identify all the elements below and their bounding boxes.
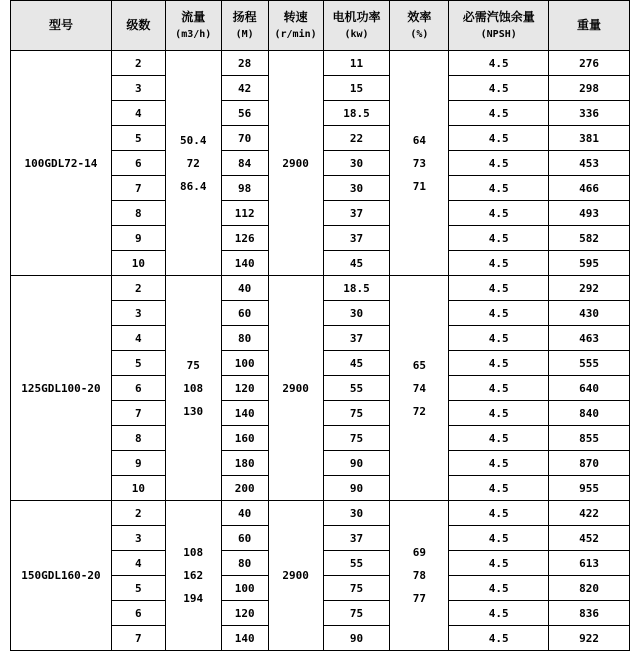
power-cell: 45: [323, 251, 390, 276]
stage-cell: 9: [111, 226, 165, 251]
stage-cell: 4: [111, 326, 165, 351]
head-cell: 120: [221, 601, 268, 626]
header-flow-unit: (m3/h): [175, 28, 212, 40]
npsh-cell: 4.5: [449, 201, 549, 226]
model-cell: 100GDL72-14: [11, 51, 112, 276]
flow-cell-value: 75: [186, 358, 200, 372]
power-cell: 30: [323, 176, 390, 201]
npsh-cell: 4.5: [449, 601, 549, 626]
stage-cell: 8: [111, 426, 165, 451]
flow-cell-value: 130: [183, 404, 204, 418]
header-speed-unit: (r/min): [274, 28, 317, 40]
efficiency-cell-value: 72: [412, 404, 426, 418]
header-speed: 转速 (r/min): [268, 1, 323, 51]
stage-cell: 6: [111, 151, 165, 176]
efficiency-cell: [390, 51, 449, 276]
table-row: [11, 501, 630, 526]
weight-cell: 336: [549, 101, 630, 126]
npsh-cell: 4.5: [449, 426, 549, 451]
weight-cell: 463: [549, 326, 630, 351]
head-cell: 140: [221, 401, 268, 426]
npsh-cell: 4.5: [449, 101, 549, 126]
npsh-cell: 4.5: [449, 226, 549, 251]
head-cell: 140: [221, 251, 268, 276]
weight-cell: 292: [549, 276, 630, 301]
stage-cell: 6: [111, 601, 165, 626]
power-cell: 11: [323, 51, 390, 76]
npsh-cell: 4.5: [449, 576, 549, 601]
flow-cell: [165, 276, 221, 501]
header-head: 扬程 (M): [221, 1, 268, 51]
header-head-unit: (M): [235, 28, 254, 40]
weight-cell: 430: [549, 301, 630, 326]
efficiency-cell-value: 71: [412, 179, 426, 193]
speed-cell: 2900: [268, 276, 323, 501]
flow-cell: [165, 501, 221, 651]
power-cell: 45: [323, 351, 390, 376]
npsh-cell: 4.5: [449, 51, 549, 76]
efficiency-cell-value: 65: [412, 358, 426, 372]
stage-cell: 3: [111, 526, 165, 551]
weight-cell: 381: [549, 126, 630, 151]
weight-cell: 922: [549, 626, 630, 651]
power-cell: 75: [323, 576, 390, 601]
power-cell: 22: [323, 126, 390, 151]
power-cell: 37: [323, 526, 390, 551]
head-cell: 80: [221, 551, 268, 576]
weight-cell: 466: [549, 176, 630, 201]
weight-cell: 870: [549, 451, 630, 476]
npsh-cell: 4.5: [449, 151, 549, 176]
npsh-cell: 4.5: [449, 451, 549, 476]
header-model: 型号: [11, 1, 112, 51]
npsh-cell: 4.5: [449, 326, 549, 351]
stage-cell: 2: [111, 51, 165, 76]
head-cell: 60: [221, 301, 268, 326]
head-cell: 98: [221, 176, 268, 201]
head-cell: 60: [221, 526, 268, 551]
power-cell: 37: [323, 201, 390, 226]
power-cell: 30: [323, 301, 390, 326]
pump-spec-table: [10, 0, 630, 651]
head-cell: 160: [221, 426, 268, 451]
efficiency-cell-value: 64: [412, 133, 426, 147]
flow-cell-value: 108: [183, 381, 204, 395]
head-cell: 28: [221, 51, 268, 76]
power-cell: 30: [323, 501, 390, 526]
stage-cell: 4: [111, 101, 165, 126]
flow-cell-value: 162: [183, 569, 204, 582]
head-cell: 42: [221, 76, 268, 101]
weight-cell: 582: [549, 226, 630, 251]
header-efficiency: 效率 (%): [390, 1, 449, 51]
head-cell: 100: [221, 576, 268, 601]
power-cell: 75: [323, 426, 390, 451]
head-cell: 112: [221, 201, 268, 226]
npsh-cell: 4.5: [449, 126, 549, 151]
header-power: 电机功率 (kw): [323, 1, 390, 51]
stage-cell: 5: [111, 351, 165, 376]
efficiency-cell: [390, 276, 449, 501]
weight-cell: 640: [549, 376, 630, 401]
head-cell: 70: [221, 126, 268, 151]
weight-cell: 452: [549, 526, 630, 551]
header-row: [11, 1, 630, 51]
stage-cell: 3: [111, 301, 165, 326]
header-efficiency-unit: (%): [410, 28, 429, 40]
head-cell: 126: [221, 226, 268, 251]
npsh-cell: 4.5: [449, 251, 549, 276]
stage-cell: 9: [111, 451, 165, 476]
power-cell: 90: [323, 626, 390, 651]
stage-cell: 7: [111, 401, 165, 426]
weight-cell: 493: [549, 201, 630, 226]
npsh-cell: 4.5: [449, 476, 549, 501]
weight-cell: 453: [549, 151, 630, 176]
npsh-cell: 4.5: [449, 376, 549, 401]
stage-cell: 10: [111, 251, 165, 276]
npsh-cell: 4.5: [449, 351, 549, 376]
stage-cell: 7: [111, 626, 165, 651]
flow-cell-value: 108: [183, 546, 204, 559]
flow-cell-value: 72: [186, 156, 200, 170]
power-cell: 90: [323, 476, 390, 501]
header-flow: 流量 (m3/h): [165, 1, 221, 51]
weight-cell: 840: [549, 401, 630, 426]
stage-cell: 6: [111, 376, 165, 401]
speed-cell: 2900: [268, 51, 323, 276]
power-cell: 18.5: [323, 276, 390, 301]
npsh-cell: 4.5: [449, 526, 549, 551]
stage-cell: 3: [111, 76, 165, 101]
weight-cell: 422: [549, 501, 630, 526]
header-power-unit: (kw): [344, 28, 369, 40]
npsh-cell: 4.5: [449, 501, 549, 526]
table-body: [11, 51, 630, 651]
model-cell: 125GDL100-20: [11, 276, 112, 501]
speed-cell: 2900: [268, 501, 323, 651]
head-cell: 140: [221, 626, 268, 651]
efficiency-cell-value: 78: [412, 569, 426, 582]
header-stage: 级数: [111, 1, 165, 51]
stage-cell: 8: [111, 201, 165, 226]
npsh-cell: 4.5: [449, 176, 549, 201]
weight-cell: 595: [549, 251, 630, 276]
power-cell: 15: [323, 76, 390, 101]
model-cell: 150GDL160-20: [11, 501, 112, 651]
header-weight: 重量: [549, 1, 630, 51]
stage-cell: 2: [111, 276, 165, 301]
weight-cell: 555: [549, 351, 630, 376]
efficiency-cell: [390, 501, 449, 651]
weight-cell: 298: [549, 76, 630, 101]
power-cell: 18.5: [323, 101, 390, 126]
table-row: [11, 51, 630, 76]
head-cell: 180: [221, 451, 268, 476]
stage-cell: 7: [111, 176, 165, 201]
stage-cell: 4: [111, 551, 165, 576]
npsh-cell: 4.5: [449, 301, 549, 326]
weight-cell: 855: [549, 426, 630, 451]
stage-cell: 5: [111, 576, 165, 601]
power-cell: 30: [323, 151, 390, 176]
efficiency-cell-value: 73: [412, 156, 426, 170]
flow-cell-value: 86.4: [179, 179, 207, 193]
efficiency-cell-value: 77: [412, 592, 426, 605]
flow-cell: [165, 51, 221, 276]
npsh-cell: 4.5: [449, 551, 549, 576]
head-cell: 80: [221, 326, 268, 351]
power-cell: 55: [323, 551, 390, 576]
stage-cell: 2: [111, 501, 165, 526]
head-cell: 100: [221, 351, 268, 376]
power-cell: 90: [323, 451, 390, 476]
head-cell: 40: [221, 276, 268, 301]
efficiency-cell-value: 69: [412, 546, 426, 559]
stage-cell: 5: [111, 126, 165, 151]
flow-cell-value: 50.4: [179, 133, 207, 147]
head-cell: 120: [221, 376, 268, 401]
stage-cell: 10: [111, 476, 165, 501]
power-cell: 37: [323, 226, 390, 251]
weight-cell: 836: [549, 601, 630, 626]
head-cell: 40: [221, 501, 268, 526]
npsh-cell: 4.5: [449, 276, 549, 301]
weight-cell: 276: [549, 51, 630, 76]
power-cell: 55: [323, 376, 390, 401]
npsh-cell: 4.5: [449, 76, 549, 101]
npsh-cell: 4.5: [449, 626, 549, 651]
head-cell: 56: [221, 101, 268, 126]
weight-cell: 820: [549, 576, 630, 601]
efficiency-cell-value: 74: [412, 381, 426, 395]
head-cell: 84: [221, 151, 268, 176]
power-cell: 75: [323, 601, 390, 626]
power-cell: 75: [323, 401, 390, 426]
npsh-cell: 4.5: [449, 401, 549, 426]
header-npsh-unit: (NPSH): [480, 28, 517, 40]
flow-cell-value: 194: [183, 592, 204, 605]
table-row: [11, 276, 630, 301]
head-cell: 200: [221, 476, 268, 501]
power-cell: 37: [323, 326, 390, 351]
weight-cell: 955: [549, 476, 630, 501]
weight-cell: 613: [549, 551, 630, 576]
header-npsh: 必需汽蚀余量 (NPSH): [449, 1, 549, 51]
